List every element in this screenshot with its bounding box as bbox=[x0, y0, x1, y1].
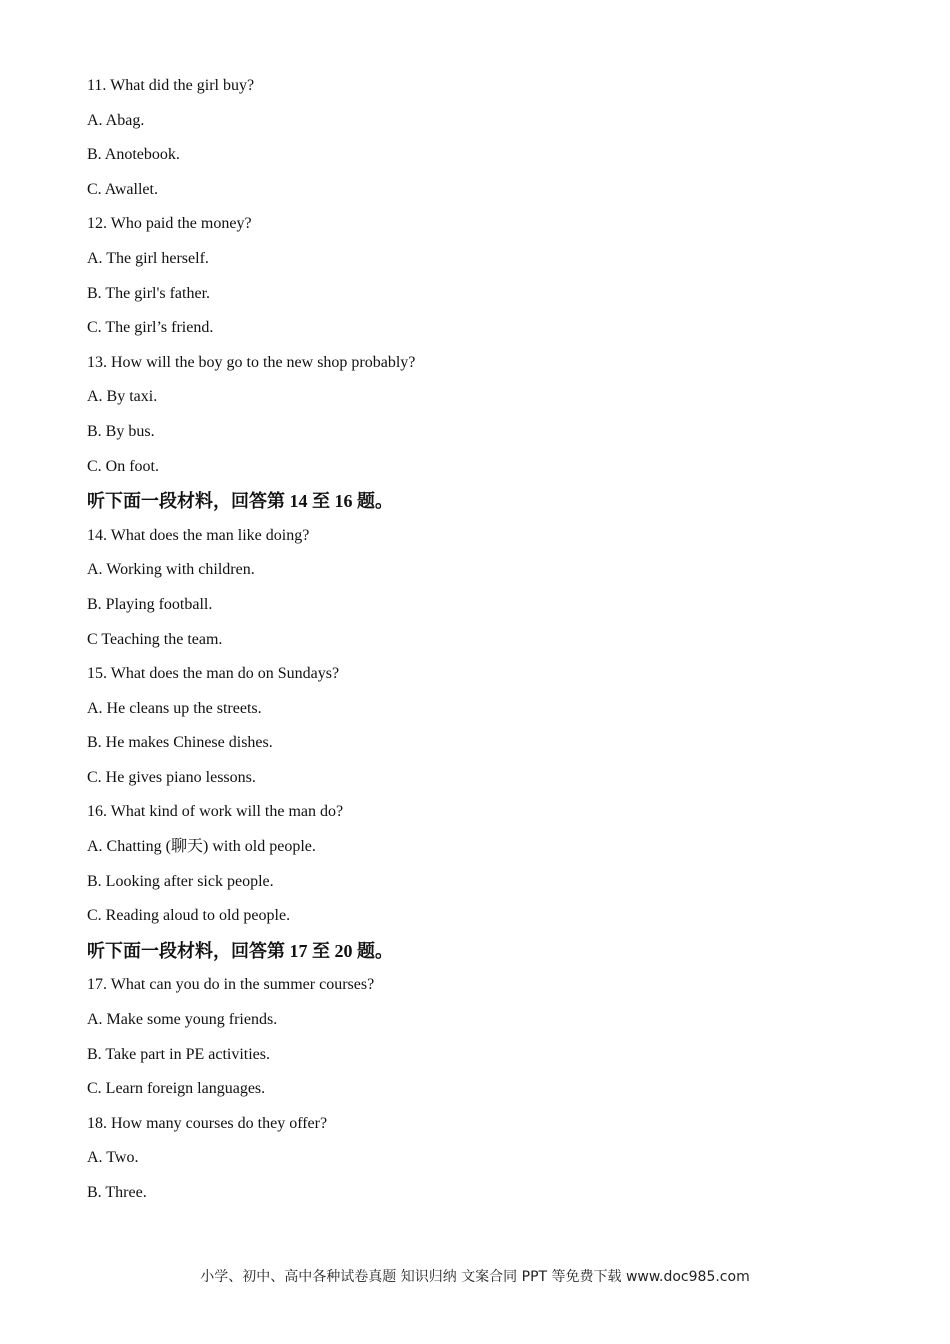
section-heading-17-20: 听下面一段材料，回答第 17 至 20 题。 bbox=[87, 940, 393, 961]
exam-content bbox=[87, 73, 887, 1215]
question-15: 15. What does the man do on Sundays? bbox=[87, 665, 340, 683]
option-13-b: B. By bus. bbox=[87, 422, 155, 440]
question-17: 17. What can you do in the summer courses? bbox=[87, 976, 375, 994]
option-17-a: A. Make some young friends. bbox=[87, 1011, 278, 1029]
option-18-a: A. Two. bbox=[87, 1149, 139, 1167]
option-12-c: C. The girl’s friend. bbox=[87, 319, 214, 337]
option-16-c: C. Reading aloud to old people. bbox=[87, 907, 291, 925]
question-11: 11. What did the girl buy? bbox=[87, 77, 255, 94]
option-11-b: B. Anotebook. bbox=[87, 146, 180, 164]
option-15-b: B. He makes Chinese dishes. bbox=[87, 734, 273, 752]
page-footer: 小学、初中、高中各种试卷真题 知识归纳 文案合同 PPT 等免费下载 www.doc985.com bbox=[200, 1269, 750, 1285]
option-14-a: A. Working with children. bbox=[87, 561, 255, 579]
option-11-c: C. Awallet. bbox=[87, 180, 158, 198]
option-12-b: B. The girl's father. bbox=[87, 284, 211, 302]
option-17-c: C. Learn foreign languages. bbox=[87, 1080, 266, 1098]
option-15-a: A. He cleans up the streets. bbox=[87, 699, 262, 717]
option-16-b: B. Looking after sick people. bbox=[87, 872, 274, 890]
option-18-b: B. Three. bbox=[87, 1184, 147, 1201]
question-16: 16. What kind of work will the man do? bbox=[87, 803, 344, 821]
option-17-b: B. Take part in PE activities. bbox=[87, 1045, 270, 1063]
question-14: 14. What does the man like doing? bbox=[87, 526, 310, 544]
section-heading-14-16: 听下面一段材料，回答第 14 至 16 题。 bbox=[87, 491, 393, 512]
option-16-a: A. Chatting (聊天) with old people. bbox=[87, 838, 316, 856]
question-13: 13. How will the boy go to the new shop probably? bbox=[87, 353, 416, 371]
option-12-a: A. The girl herself. bbox=[87, 249, 209, 267]
question-12: 12. Who paid the money? bbox=[87, 215, 252, 233]
option-14-c: C Teaching the team. bbox=[87, 630, 223, 648]
option-14-b: B. Playing football. bbox=[87, 595, 213, 613]
option-15-c: C. He gives piano lessons. bbox=[87, 768, 256, 786]
option-13-a: A. By taxi. bbox=[87, 388, 158, 406]
option-11-a: A. Abag. bbox=[87, 111, 145, 129]
option-13-c: C. On foot. bbox=[87, 457, 159, 475]
question-18: 18. How many courses do they offer? bbox=[87, 1114, 328, 1132]
